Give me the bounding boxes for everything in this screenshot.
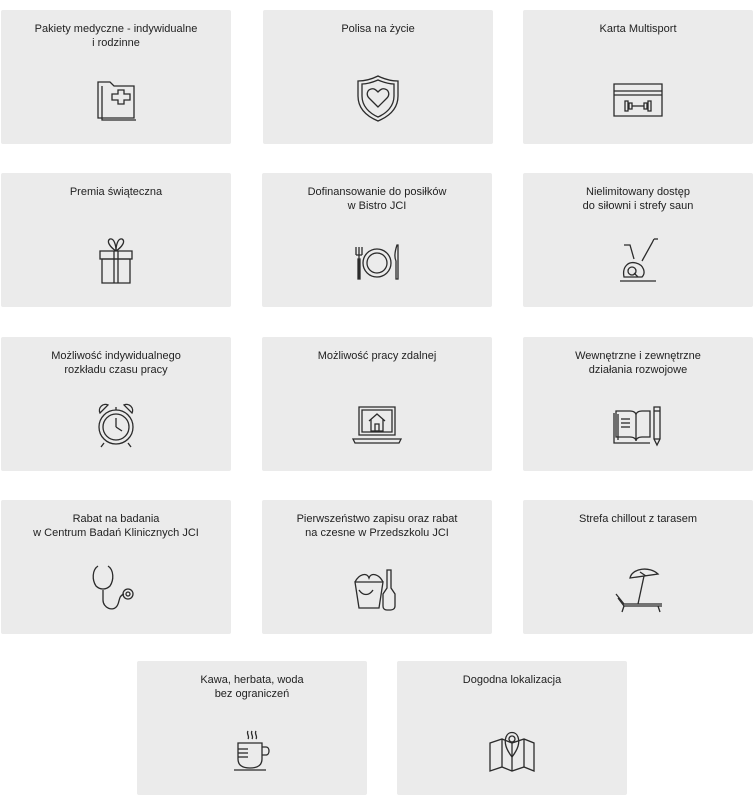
benefit-label: Pierwszeństwo zapisu oraz rabat na czesne w Przedszkolu JCI: [296, 513, 458, 539]
benefit-label: Wewnętrzne i zewnętrzne działania rozwojowe: [575, 350, 701, 376]
benefit-card-flex-hours: [1, 337, 231, 471]
benefit-card-development: [523, 337, 753, 471]
benefit-label: Nielimitowany dostęp do siłowni i strefy saun: [582, 186, 694, 212]
benefit-card-bonus: [1, 173, 231, 307]
gym-card-icon: [610, 70, 666, 126]
plate-cutlery-icon: [349, 233, 405, 289]
benefit-card-chillout: [523, 500, 753, 634]
book-pencil-icon: [610, 397, 666, 453]
benefit-label: Kawa, herbata, woda bez ograniczeń: [200, 674, 304, 700]
benefit-label: Strefa chillout z tarasem: [579, 513, 697, 525]
medical-folder-icon: [88, 70, 144, 126]
stethoscope-icon: [88, 560, 144, 616]
benefit-label: Karta Multisport: [599, 23, 677, 35]
benefit-card-location: [397, 661, 627, 795]
benefit-card-preschool: [262, 500, 492, 634]
benefit-label: Możliwość indywidualnego rozkładu czasu pracy: [51, 350, 181, 376]
hot-cup-icon: [224, 721, 280, 777]
benefit-label: Pakiety medyczne - indywidualne i rodzinne: [34, 23, 198, 49]
benefit-label: Możliwość pracy zdalnej: [317, 350, 437, 362]
benefit-label: Dofinansowanie do posiłków w Bistro JCI: [307, 186, 447, 212]
benefit-label: Premia świąteczna: [69, 186, 163, 198]
sunbed-umbrella-icon: [610, 560, 666, 616]
benefit-label: Polisa na życie: [341, 23, 415, 35]
benefit-card-gym: [523, 173, 753, 307]
benefit-card-clinical: [1, 500, 231, 634]
benefit-card-medical: [1, 10, 231, 144]
benefit-card-drinks: [137, 661, 367, 795]
benefit-label: Dogodna lokalizacja: [462, 674, 562, 686]
laptop-home-icon: [349, 397, 405, 453]
map-pin-icon: [484, 721, 540, 777]
sand-bucket-icon: [349, 560, 405, 616]
benefit-card-insurance: [263, 10, 493, 144]
gift-icon: [88, 233, 144, 289]
benefit-card-remote: [262, 337, 492, 471]
exercise-bike-icon: [610, 233, 666, 289]
benefit-card-meals: [262, 173, 492, 307]
alarm-clock-icon: [88, 397, 144, 453]
benefit-card-multisport: [523, 10, 753, 144]
benefit-label: Rabat na badania w Centrum Badań Klinicznych JCI: [33, 513, 199, 539]
shield-heart-icon: [350, 70, 406, 126]
